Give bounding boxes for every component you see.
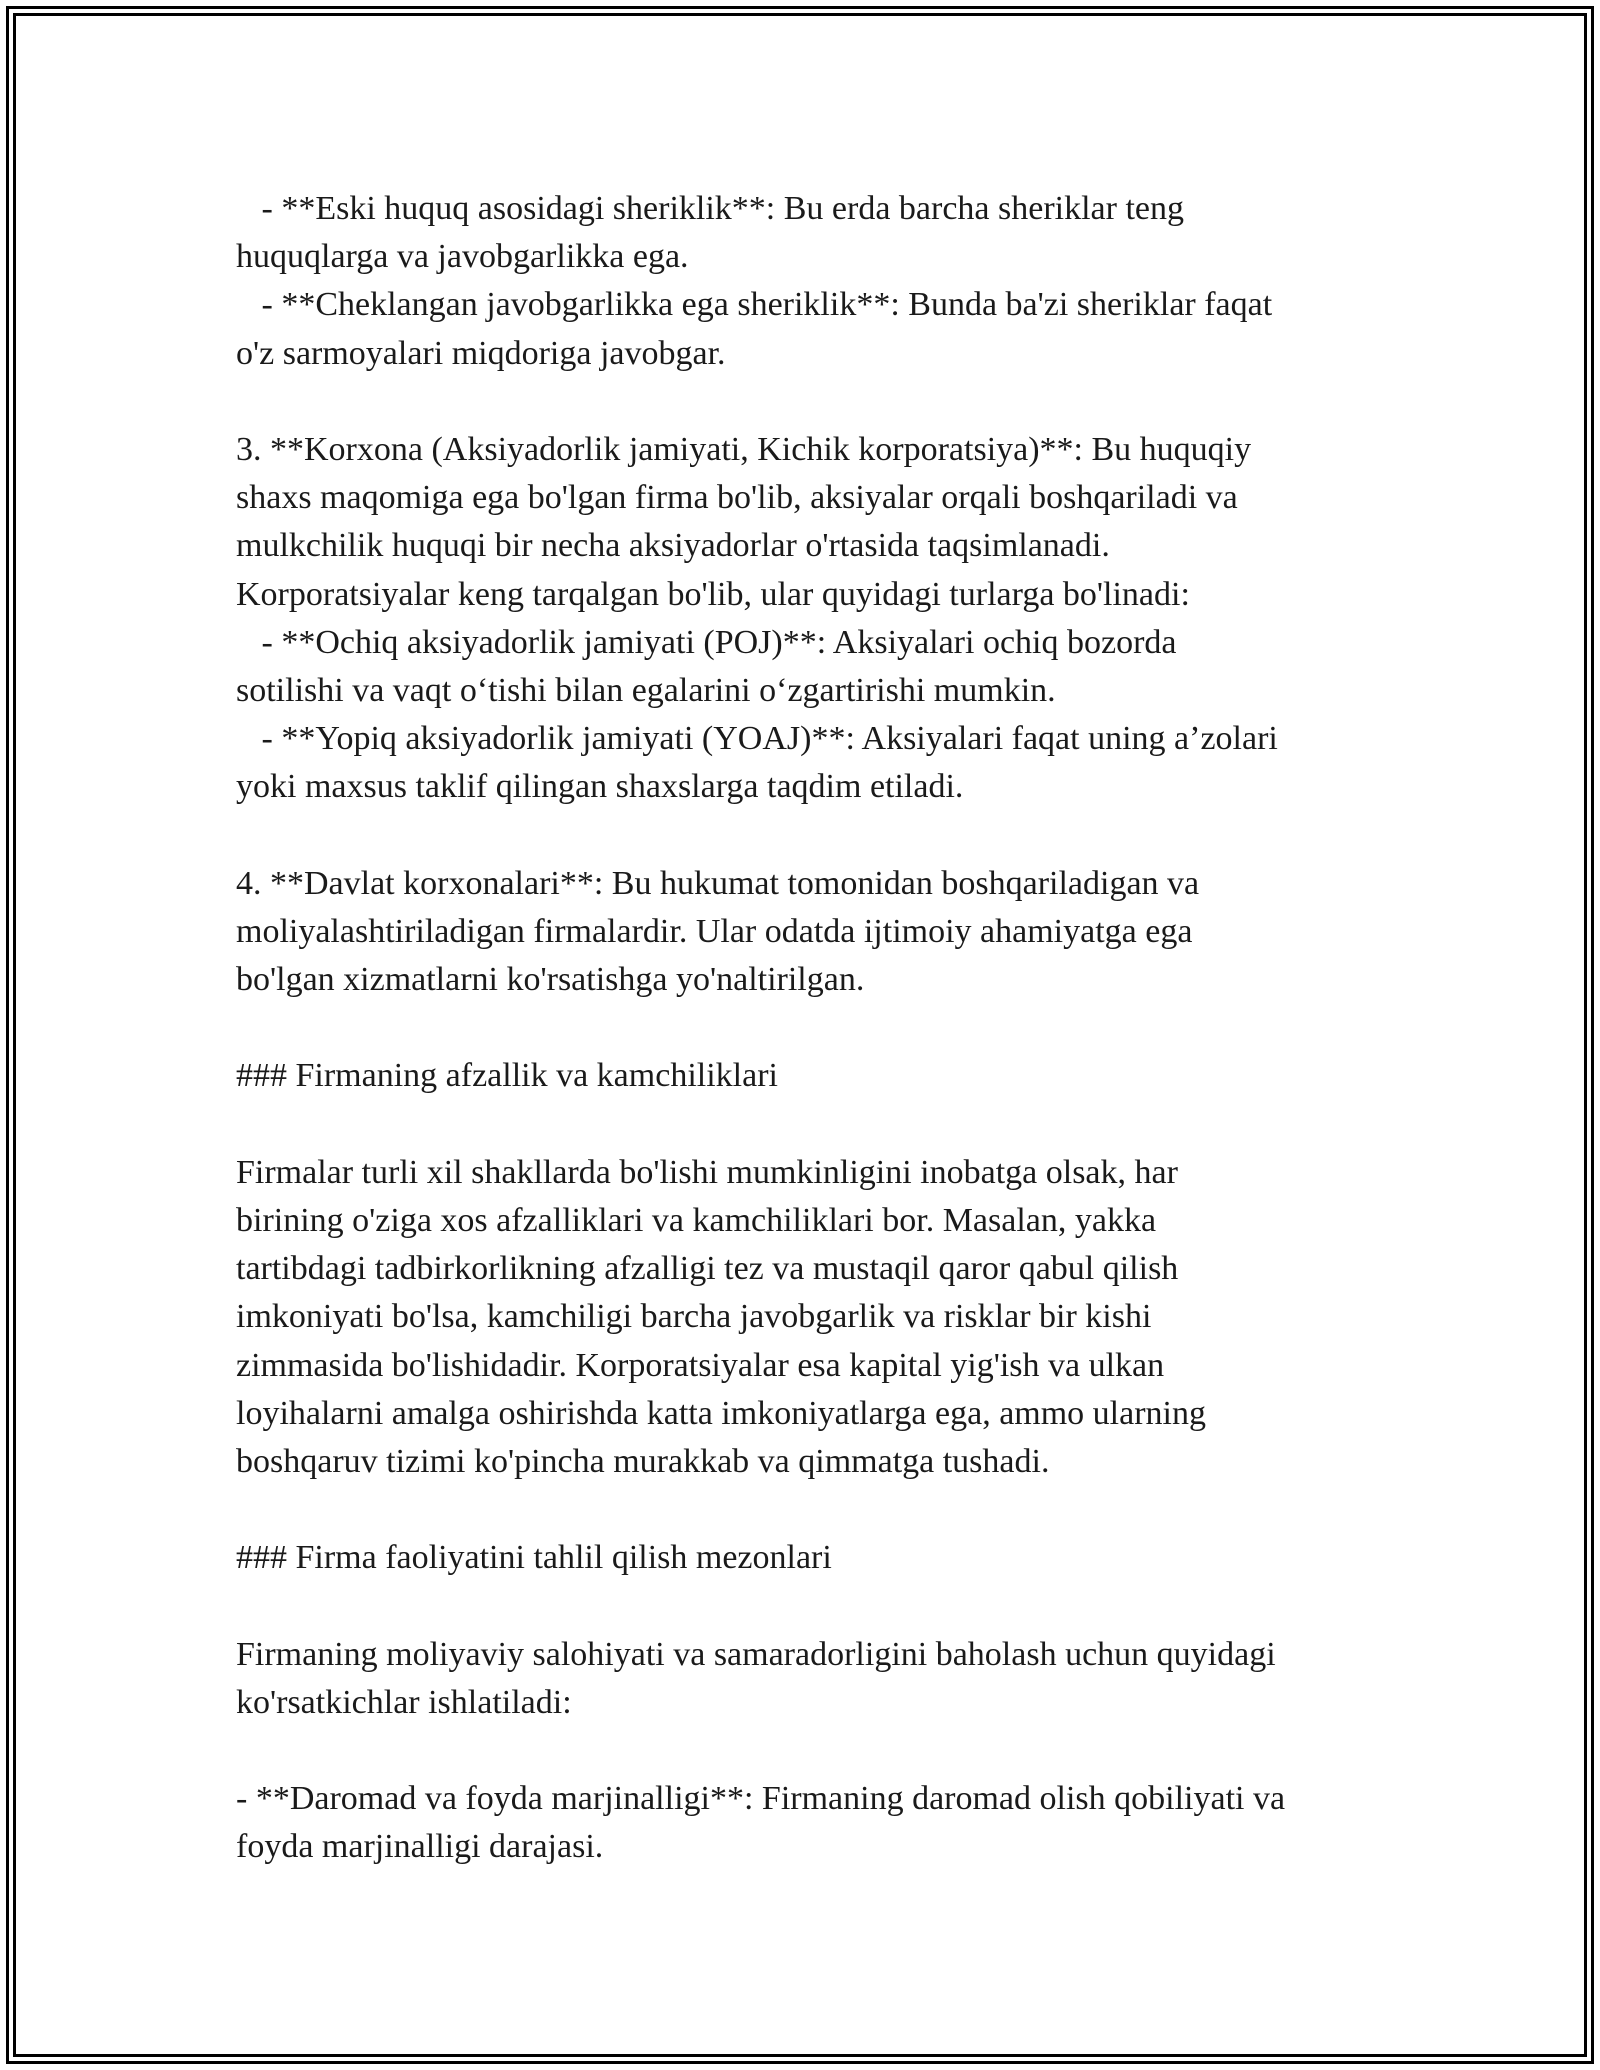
text-line: - **Eski huquq asosidagi sheriklik**: Bu erda barcha sheriklar teng [236,190,1184,227]
text-line: Firmaning moliyaviy salohiyati va samaradorligini baholash uchun quyidagi [236,1635,1276,1673]
section-heading [236,1052,1376,1100]
text-paragraph [236,1631,1376,1727]
blank-line [236,1727,1376,1775]
text-line: ### Firma faoliyatini tahlil qilish mezonlari [236,1539,832,1577]
text-paragraph [236,619,1376,715]
blank-line [236,1582,1376,1630]
text-line: - **Daromad va foyda marjinalligi**: Firmaning daromad olish qobiliyati va [236,1780,1286,1818]
text-line: bo'lgan xizmatlarni ko'rsatishga yo'naltirilgan. [236,961,865,998]
text-line: mulkchilik huquqi bir necha aksiyadorlar o'rtasida taqsimlanadi. [236,527,1110,565]
text-line: boshqaruv tizimi ko'pincha murakkab va qimmatga tushadi. [236,1442,1050,1480]
text-line: - **Ochiq aksiyadorlik jamiyati (POJ)**: Aksiyalari ochiq bozorda [236,623,1177,661]
text-line: foyda marjinalligi darajasi. [236,1828,604,1866]
text-line: moliyalashtiriladigan firmalardir. Ular odatda ijtimoiy ahamiyatga ega [236,912,1193,950]
text-line: sotilishi va vaqt o‘tishi bilan egalarini o‘zgartirishi mumkin. [236,671,1056,709]
text-line: 4. **Davlat korxonalari**: Bu hukumat tomonidan boshqariladigan va [236,864,1200,902]
text-line: shaxs maqomiga ega bo'lgan firma bo'lib, aksiyalar orqali boshqariladi va [236,479,1238,517]
text-line: huquqlarga va javobgarlikka ega. [236,238,689,276]
text-line: Firmalar turli xil shakllarda bo'lishi mumkinligini inobatga olsak, har [236,1153,1178,1191]
text-line: birining o'ziga xos afzalliklari va kamchiliklari bor. Masalan, yakka [236,1201,1157,1239]
text-paragraph [236,715,1376,811]
text-line: - **Yopiq aksiyadorlik jamiyati (YOAJ)**: Aksiyalari faqat uning a’zolari [236,720,1278,758]
text-paragraph [236,860,1376,1005]
text-line: 3. **Korxona (Aksiyadorlik jamiyati, Kichik korporatsiya)**: Bu huquqiy [236,430,1252,468]
text-line: - **Cheklangan javobgarlikka ega sheriklik**: Bunda ba'zi sheriklar faqat [236,286,1273,324]
text-line: imkoniyati bo'lsa, kamchiligi barcha javobgarlik va risklar bir kishi [236,1298,1152,1336]
text-paragraph [236,426,1376,619]
text-line: tartibdagi tadbirkorlikning afzalligi tez va mustaqil qaror qabul qilish [236,1250,1179,1288]
text-paragraph [236,1775,1376,1871]
text-paragraph [236,281,1376,377]
text-paragraph [236,1149,1376,1486]
document-body [236,185,1376,1872]
blank-line [236,378,1376,426]
text-line: loyihalarni amalga oshirishda katta imkoniyatlarga ega, ammo ularning [236,1394,1206,1432]
section-heading [236,1534,1376,1582]
blank-line [236,1101,1376,1149]
text-line: ko'rsatkichlar ishlatiladi: [236,1683,572,1721]
blank-line [236,1004,1376,1052]
text-paragraph [236,185,1376,281]
text-line: ### Firmaning afzallik va kamchiliklari [236,1057,778,1095]
blank-line [236,811,1376,859]
blank-line [236,1486,1376,1534]
text-line: o'z sarmoyalari miqdoriga javobgar. [236,334,726,372]
text-line: Korporatsiyalar keng tarqalgan bo'lib, ular quyidagi turlarga bo'linadi: [236,575,1190,613]
text-line: zimmasida bo'lishidadir. Korporatsiyalar esa kapital yig'ish va ulkan [236,1346,1165,1384]
text-line: yoki maxsus taklif qilingan shaxslarga taqdim etiladi. [236,768,964,806]
